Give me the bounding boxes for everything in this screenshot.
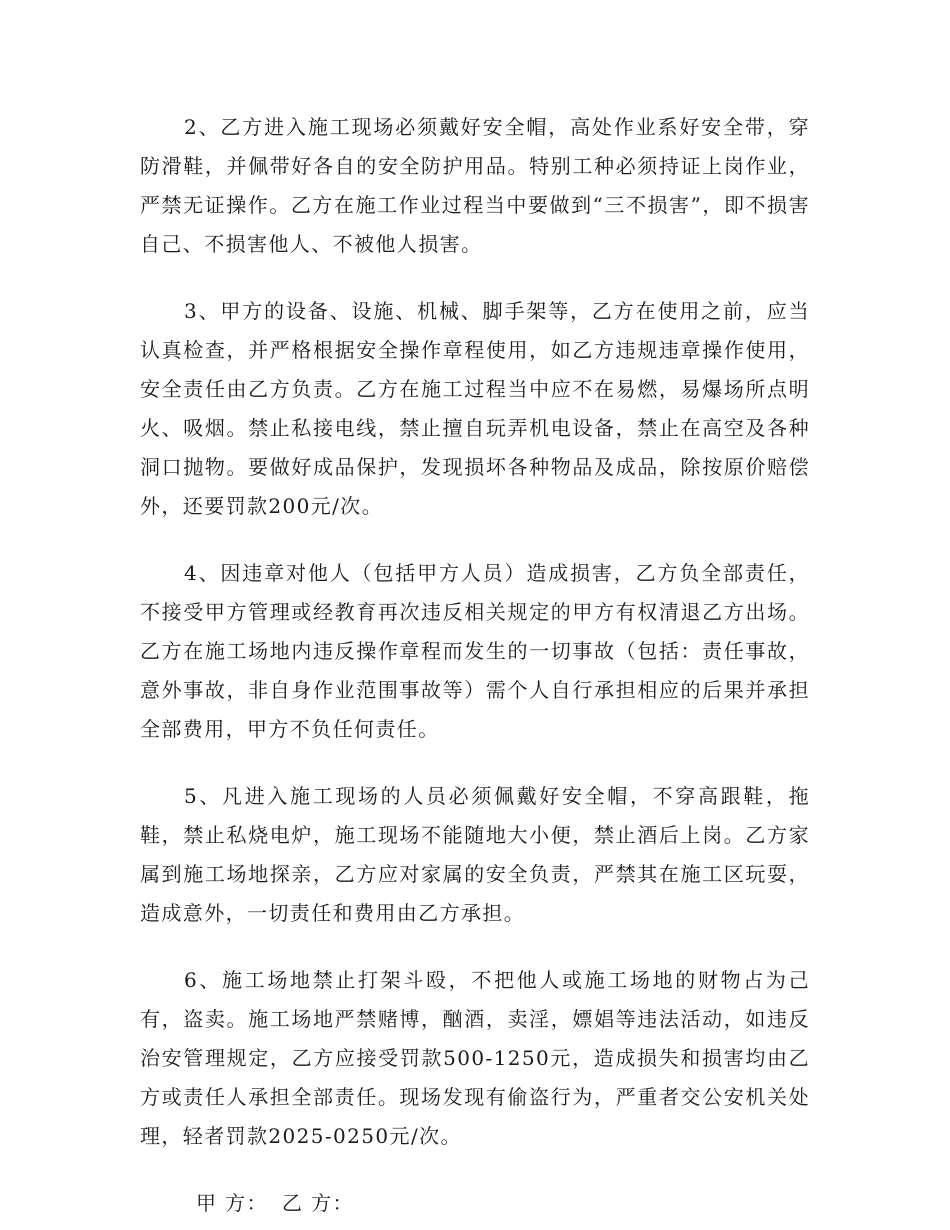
clause-5-paragraph: 5、凡进入施工现场的人员必须佩戴好安全帽，不穿高跟鞋，拖鞋，禁止私烧电炉，施工现场不能随地大小便，禁止酒后上岗。乙方家属到施工场地探亲，乙方应对家属的安全负责，严禁其在施工区玩耍，造成意外，一切责任和费用由乙方承担。: [140, 784, 810, 925]
document-body: [140, 108, 810, 1223]
signature-line: [140, 1184, 810, 1223]
party-a-label: 甲 方：: [196, 1191, 268, 1215]
party-b-label: 乙 方：: [281, 1191, 354, 1215]
clause-6-paragraph: 6、施工场地禁止打架斗殴，不把他人或施工场地的财物占为己有，盗卖。施工场地严禁赌博，酗酒，卖淫，嫖娼等违法活动，如违反治安管理规定，乙方应接受罚款500-1250元，造成损失和损害均由乙方或责任人承担全部责任。现场发现有偷盗行为，严重者交公安机关处理，轻者罚款2025-0250元/次。: [140, 968, 810, 1148]
clause-4-paragraph: 4、因违章对他人（包括甲方人员）造成损害，乙方负全部责任，不接受甲方管理或经教育再次违反相关规定的甲方有权清退乙方出场。乙方在施工场地内违反操作章程而发生的一切事故（包括：责任事故，意外事故，非自身作业范围事故等）需个人自行承担相应的后果并承担全部费用，甲方不负任何责任。: [140, 561, 810, 741]
clause-3-paragraph: 3、甲方的设备、设施、机械、脚手架等，乙方在使用之前，应当认真检查，并严格根据安全操作章程使用，如乙方违规违章操作使用，安全责任由乙方负责。乙方在施工过程当中应不在易燃，易爆场所点明火、吸烟。禁止私接电线，禁止擅自玩弄机电设备，禁止在高空及各种洞口抛物。要做好成品保护，发现损坏各种物品及成品，除按原价赔偿外，还要罚款200元/次。: [140, 299, 810, 518]
clause-2-paragraph: 2、乙方进入施工现场必须戴好安全帽，高处作业系好安全带，穿防滑鞋，并佩带好各自的安全防护用品。特别工种必须持证上岗作业，严禁无证操作。乙方在施工作业过程当中要做到“三不损害”，即不损害自己、不损害他人、不被他人损害。: [140, 115, 810, 256]
